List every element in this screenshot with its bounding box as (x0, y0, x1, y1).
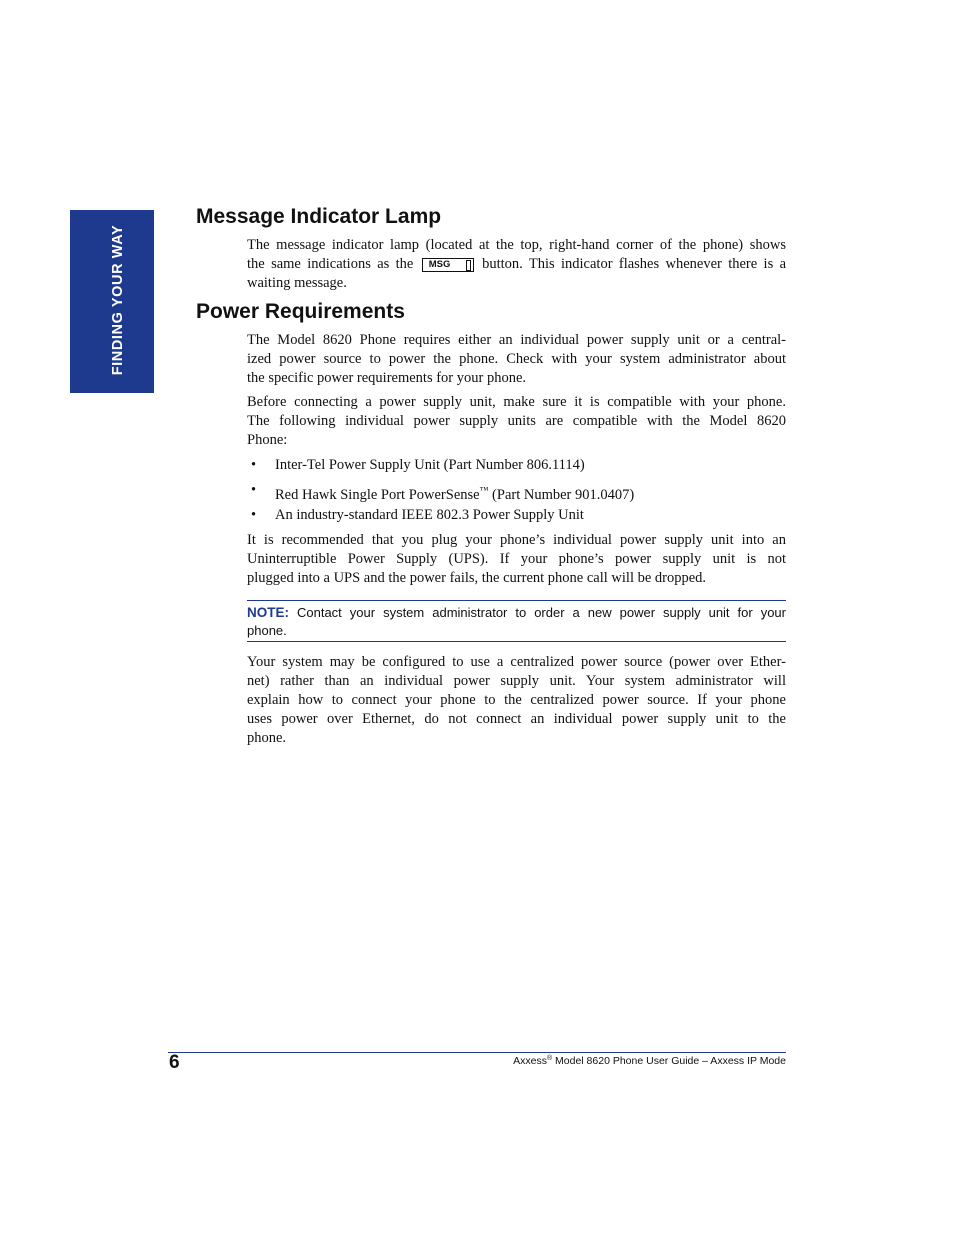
text-line: The following individual power supply units are compatible with the Model 8620 (247, 413, 786, 429)
bullet-icon: • (251, 507, 257, 523)
paragraph-power-1 (247, 331, 786, 388)
note-label: NOTE: (247, 605, 289, 620)
footer-title: Model 8620 Phone User Guide – Axxess IP Mode (552, 1055, 786, 1067)
registered-mark: ® (546, 1055, 553, 1062)
paragraph-power-3 (247, 531, 786, 588)
note-line: phone. (247, 623, 287, 638)
list-item-text: Inter-Tel Power Supply Unit (Part Number 806.1114) (275, 457, 585, 473)
bullet-icon: • (251, 457, 257, 473)
text-line: uses power over Ethernet, do not connect an individual power supply unit to the (247, 711, 786, 727)
text-line: net) rather than an individual power supply unit. Your system administrator will (247, 673, 786, 689)
paragraph-message-lamp (247, 236, 786, 293)
led-indicator-icon (466, 260, 471, 271)
list-item-text (275, 481, 634, 505)
page-number: 6 (169, 1052, 180, 1073)
text-line: It is recommended that you plug your phone’s individual power supply unit into an (247, 532, 786, 548)
part-number: (Part Number 901.0407) (488, 487, 635, 503)
text-line: explain how to connect your phone to the centralized power source. If your phone (247, 692, 786, 708)
product-name: Red Hawk Single Port PowerSense (275, 487, 480, 503)
chapter-tab-label: FINDING YOUR WAY (110, 224, 126, 376)
text-line: waiting message. (247, 275, 347, 291)
footer-document-title (513, 1055, 786, 1068)
note-line (247, 604, 786, 621)
footer-brand: Axxess (513, 1055, 547, 1067)
bullet-icon: • (251, 482, 257, 498)
msg-key-icon (422, 258, 474, 272)
text-line: the specific power requirements for your phone. (247, 370, 527, 386)
heading-message-indicator-lamp: Message Indicator Lamp (196, 205, 442, 228)
note-box (247, 600, 786, 642)
msg-key-label: MSG (428, 259, 451, 270)
list-item-text: An industry-standard IEEE 802.3 Power Supply Unit (275, 507, 584, 523)
text-fragment: button. This indicator flashes whenever there is a (482, 256, 787, 272)
paragraph-power-2 (247, 393, 786, 450)
text-line: phone. (247, 730, 287, 746)
text-line: Phone: (247, 432, 288, 448)
text-fragment: the same indications as the (247, 256, 414, 272)
trademark-symbol: ™ (479, 485, 489, 495)
text-line: The message indicator lamp (located at the top, right-hand corner of the phone) shows (247, 237, 786, 253)
text-line: Uninterruptible Power Supply (UPS). If your phone’s power supply unit is not (247, 551, 786, 567)
text-line: plugged into a UPS and the power fails, the current phone call will be dropped. (247, 570, 707, 586)
text-line: ized power source to power the phone. Check with your system administrator about (247, 351, 786, 367)
text-line: Before connecting a power supply unit, make sure it is compatible with your phone. (247, 394, 786, 410)
footer-divider (168, 1052, 786, 1053)
note-text: Contact your system administrator to order a new power supply unit for your (289, 605, 786, 620)
text-line-with-key (247, 255, 786, 274)
text-line: The Model 8620 Phone requires either an individual power supply unit or a central- (247, 332, 786, 348)
text-line: Your system may be configured to use a centralized power source (power over Ether- (247, 654, 786, 670)
heading-power-requirements: Power Requirements (196, 300, 405, 323)
paragraph-power-4 (247, 653, 786, 748)
